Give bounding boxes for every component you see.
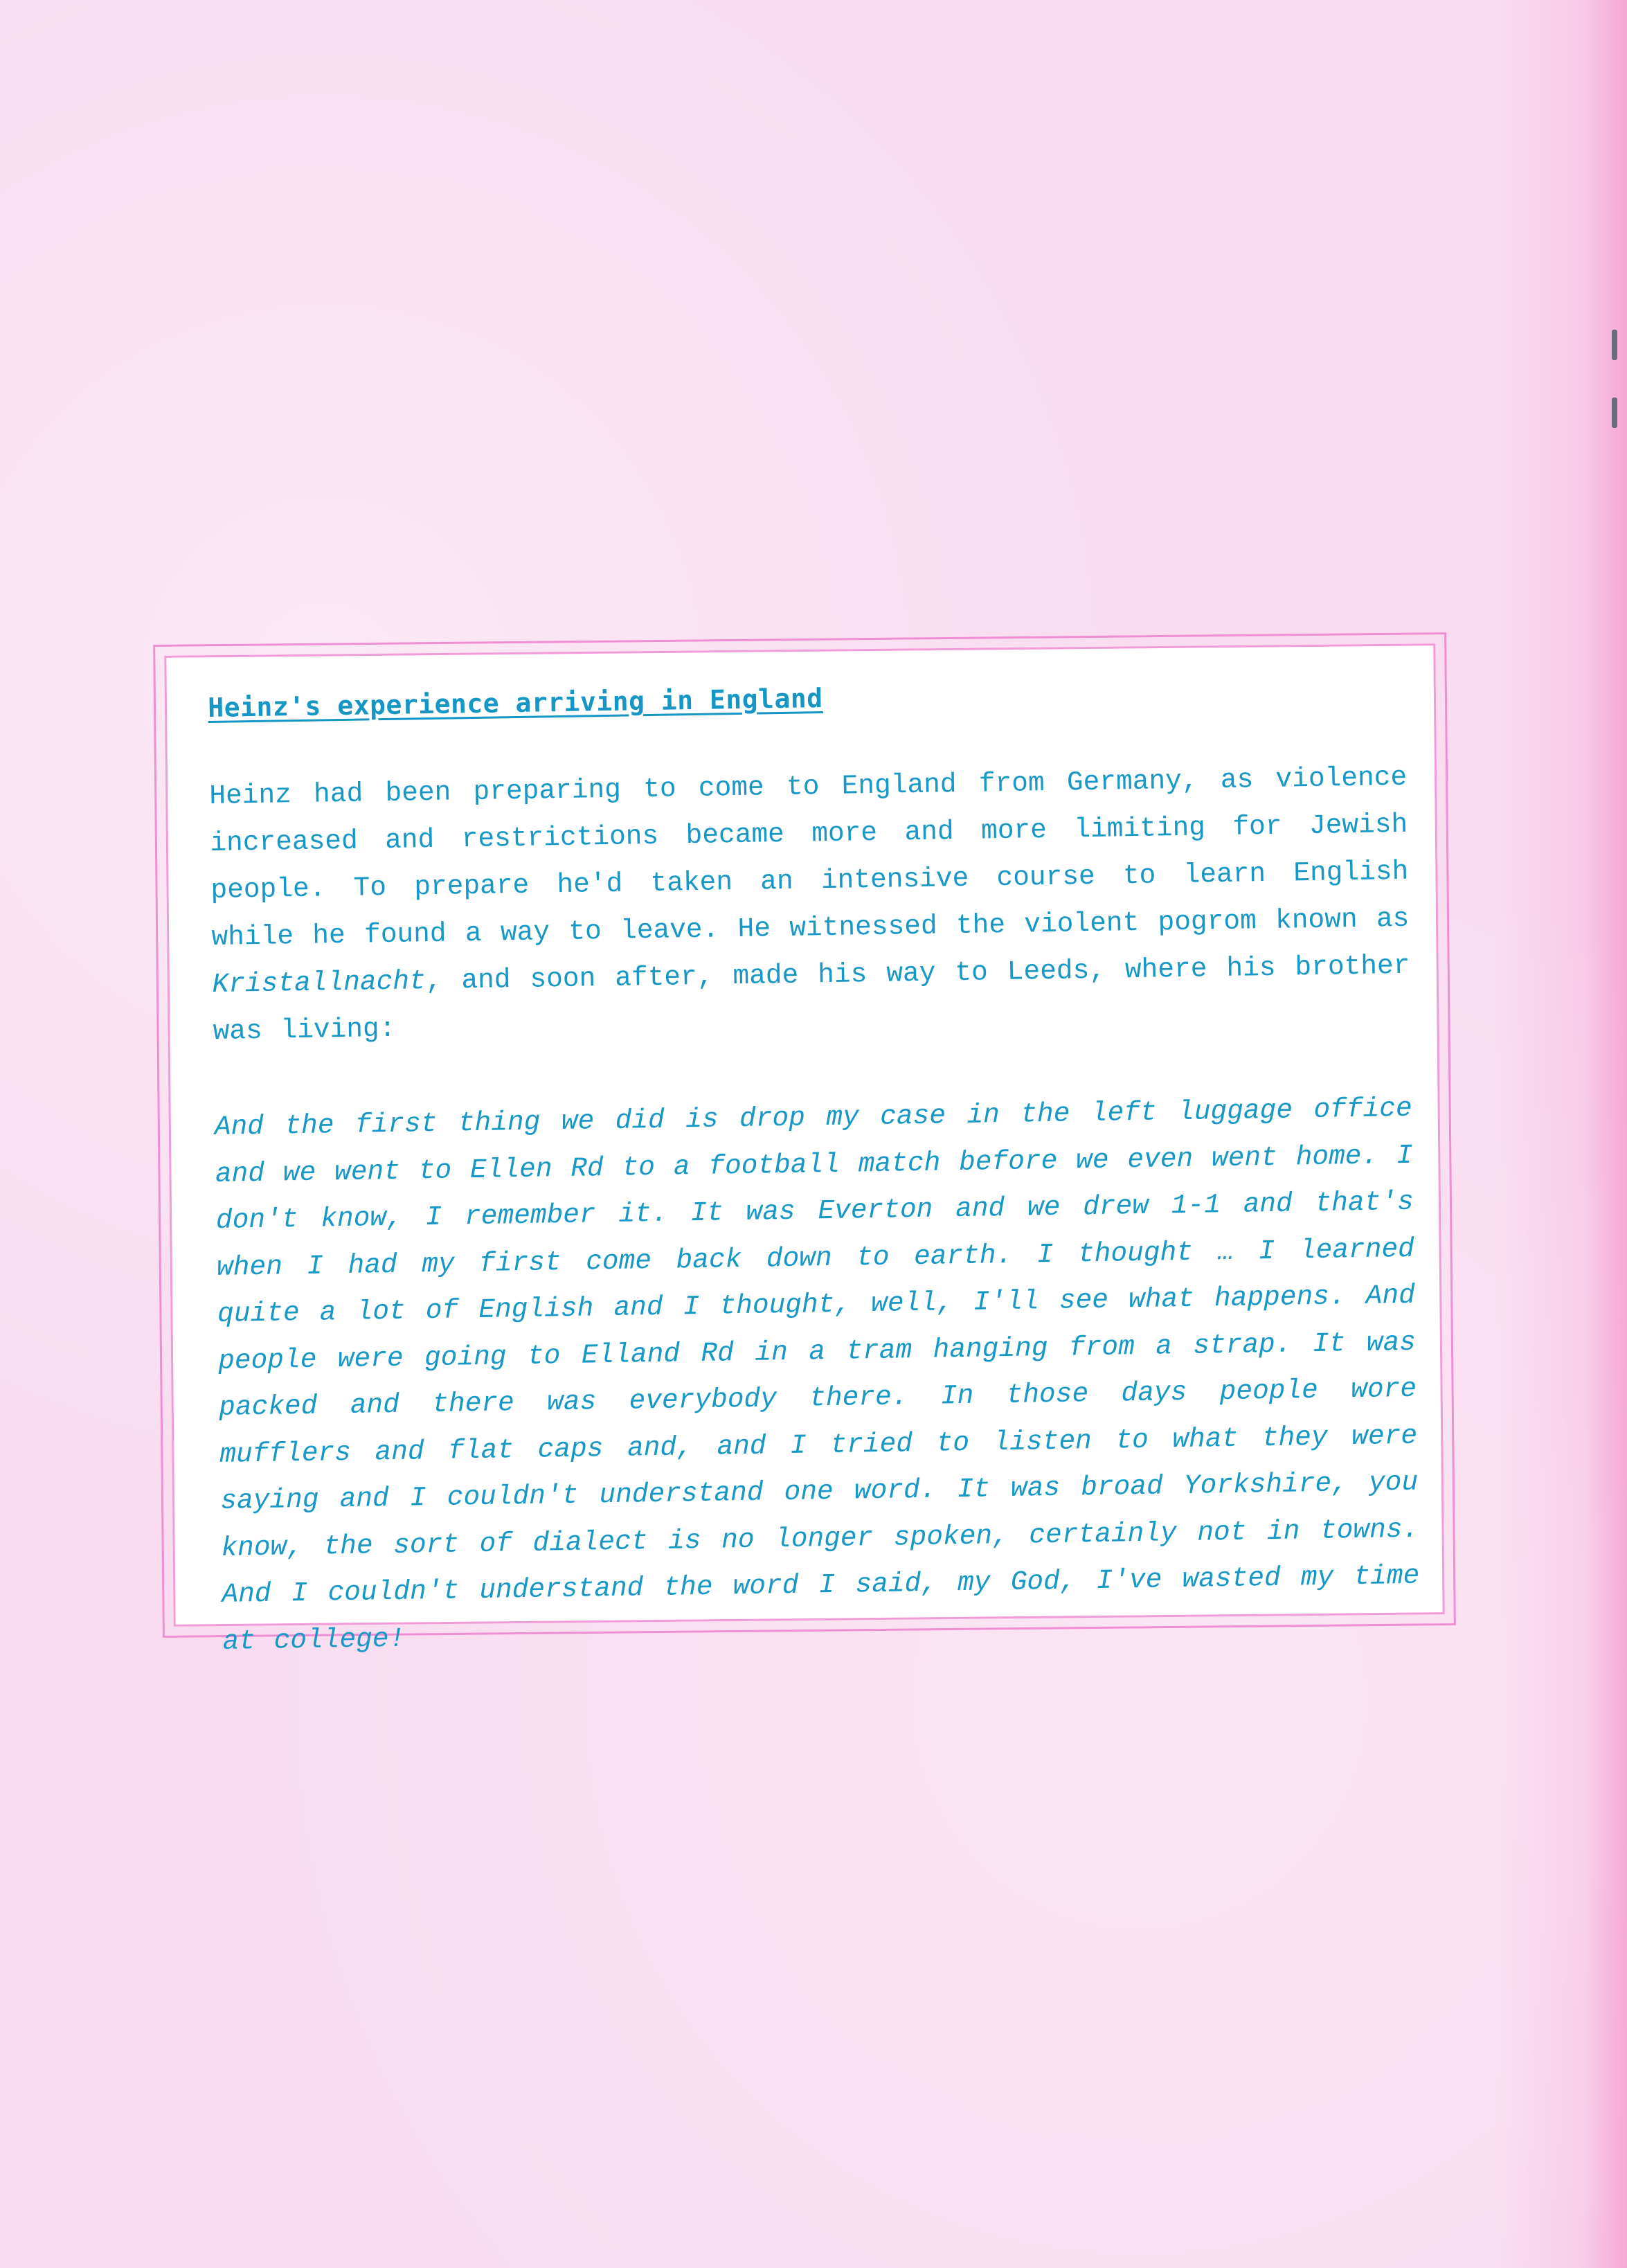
intro-text-part1: Heinz had been preparing to come to England from Germany, as violence increased and restrictions became more and more limiting for Jewish people. To prepare he'd taken an intensive course to learn English while he found a way to leave. He witnessed the violent pogrom known as [208, 761, 1410, 953]
binding-staple-mark [1612, 330, 1617, 360]
intro-text-part2: , and soon after, made his way to Leeds, where his brother was living: [213, 949, 1410, 1047]
box-title: Heinz's experience arriving in England [208, 683, 823, 723]
text-box-content [208, 674, 1421, 1665]
intro-paragraph [209, 754, 1411, 1055]
intro-emphasis: Kristallnacht [212, 965, 426, 1000]
binding-staple-mark [1612, 398, 1617, 428]
quote-paragraph: And the first thing we did is drop my case in the left luggage office and we went to Ellen Rd to a football match before we even went home. I don't know, I remember it. It was Everton and we drew 1-1 and that's when I had my first come back down to earth. I thought … I learned quite a lot of English and I thought, well, I'll see what happens. And people were going to Elland Rd in a tram hanging from a strap. It was packed and there was everybody there. In those days people wore mufflers and flat caps and, and I tried to listen to what they were saying and I couldn't understand one word. It was broad Yorkshire, you know, the sort of dialect is no longer spoken, certainly not in towns. And I couldn't understand the word I said, my God, I've wasted my time at college! [214, 1092, 1420, 1657]
page-edge-shadow [1585, 0, 1627, 2268]
